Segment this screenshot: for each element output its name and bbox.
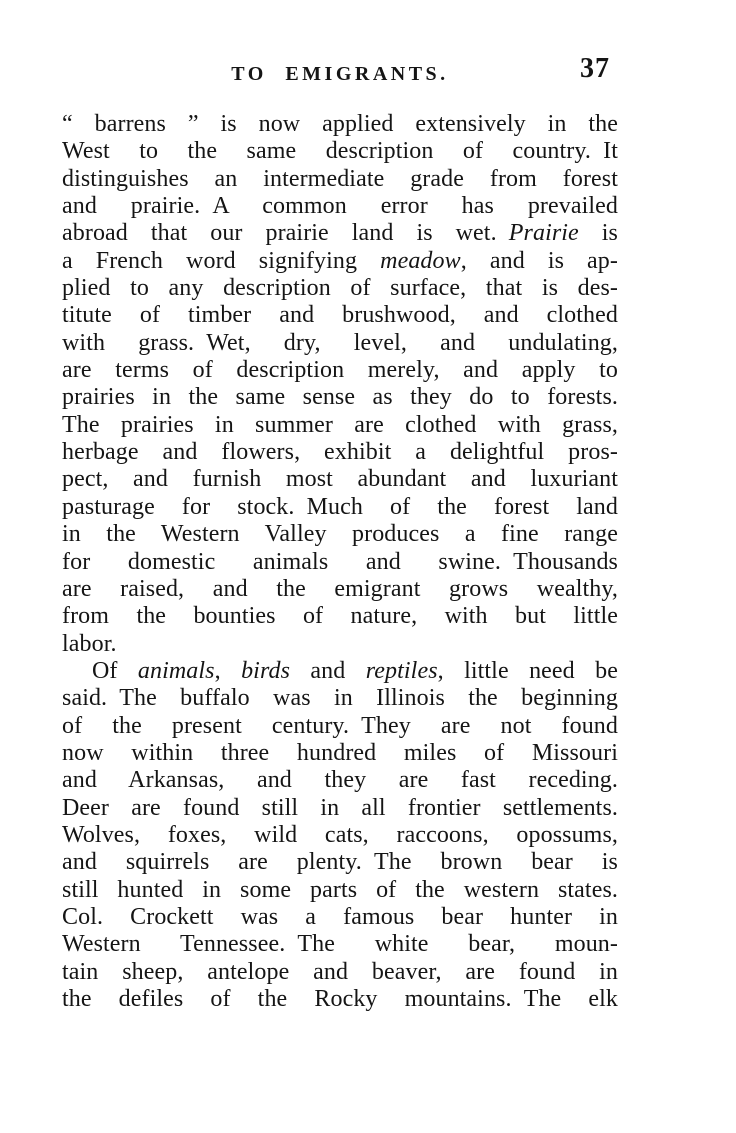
text-column <box>62 111 618 1013</box>
text-line <box>62 220 618 247</box>
text-line <box>62 439 618 466</box>
text-segment: a French word signifying <box>62 247 381 274</box>
text-line <box>62 302 618 329</box>
text-segment: herbage and flowers, exhibit a delightful pros- <box>62 439 618 466</box>
text-line <box>62 357 618 384</box>
text-segment: titute of timber and brushwood, and clothed <box>62 302 618 329</box>
text-segment: , and is ap- <box>460 247 618 274</box>
text-segment: are raised, and the emigrant grows wealthy, <box>62 575 618 602</box>
text-line <box>62 384 618 411</box>
text-line <box>62 549 618 576</box>
text-segment: with grass. Wet, dry, level, and undulating, <box>62 329 618 356</box>
text-line <box>62 959 618 986</box>
text-line <box>62 849 618 876</box>
page-number: 37 <box>580 53 610 84</box>
text-line <box>62 330 618 357</box>
text-segment: said. The buffalo was in Illinois the beginning <box>62 685 618 712</box>
text-line <box>62 904 618 931</box>
italic-text: meadow <box>380 247 461 274</box>
text-segment: still hunted in some parts of the western states. <box>62 876 618 903</box>
text-segment: Col. Crockett was a famous bear hunter in <box>62 903 618 930</box>
text-line <box>62 275 618 302</box>
text-segment: “ barrens ” is now applied extensively in the <box>62 111 618 137</box>
text-line <box>62 767 618 794</box>
italic-text: reptiles <box>365 657 438 684</box>
text-line <box>62 193 618 220</box>
text-segment: the defiles of the Rocky mountains. The elk <box>62 986 618 1012</box>
text-line <box>62 740 618 767</box>
text-segment: now within three hundred miles of Missouri <box>62 739 618 766</box>
text-segment: pect, and furnish most abundant and luxuriant <box>62 466 618 493</box>
text-segment: The prairies in summer are clothed with grass, <box>62 411 618 438</box>
text-segment: Western Tennessee. The white bear, moun- <box>62 931 618 958</box>
text-line <box>62 111 618 138</box>
text-segment: of the present century. They are not found <box>62 712 618 739</box>
text-segment: Deer are found still in all frontier settlements. <box>62 794 618 821</box>
text-segment: from the bounties of nature, with but little <box>62 603 618 630</box>
text-line <box>62 521 618 548</box>
italic-text: animals <box>137 657 215 684</box>
text-line <box>62 795 618 822</box>
text-segment: pasturage for stock. Much of the forest land <box>62 493 618 520</box>
text-segment: labor. <box>62 630 117 657</box>
text-line <box>62 986 618 1013</box>
text-segment: tain sheep, antelope and beaver, are found in <box>62 958 618 985</box>
text-segment: plied to any description of surface, that is des- <box>62 275 618 302</box>
text-segment: and Arkansas, and they are fast receding. <box>62 767 618 794</box>
text-segment: West to the same description of country. It <box>62 138 618 165</box>
text-segment: prairies in the same sense as they do to forests. <box>62 384 618 411</box>
text-line <box>62 412 618 439</box>
text-line <box>62 494 618 521</box>
text-segment: abroad that our prairie land is wet. <box>62 220 509 247</box>
running-head-title: TO EMIGRANTS. <box>231 63 449 85</box>
text-line <box>62 631 618 658</box>
text-line <box>62 713 618 740</box>
text-segment: is <box>578 220 618 247</box>
text-segment: , <box>214 657 242 684</box>
text-line <box>62 931 618 958</box>
text-line <box>62 877 618 904</box>
text-line <box>62 166 618 193</box>
text-line <box>62 576 618 603</box>
text-segment: and <box>290 657 366 684</box>
italic-text: Prairie <box>508 220 579 247</box>
text-segment: , little need be <box>437 657 618 684</box>
text-line <box>62 822 618 849</box>
text-segment: distinguishes an intermediate grade from forest <box>62 165 618 192</box>
text-segment: Of <box>92 657 138 684</box>
text-line <box>62 248 618 275</box>
text-segment: and squirrels are plenty. The brown bear is <box>62 849 618 876</box>
text-line <box>62 685 618 712</box>
text-segment: Wolves, foxes, wild cats, raccoons, opossums, <box>62 821 618 848</box>
text-segment: are terms of description merely, and apply to <box>62 357 618 384</box>
text-segment: and prairie. A common error has prevailed <box>62 193 618 220</box>
text-segment: for domestic animals and swine. Thousands <box>62 548 618 575</box>
text-line <box>62 138 618 165</box>
italic-text: birds <box>241 657 291 684</box>
text-line <box>62 658 618 685</box>
text-line <box>62 603 618 630</box>
text-segment: in the Western Valley produces a fine range <box>62 521 618 548</box>
text-line <box>62 466 618 493</box>
